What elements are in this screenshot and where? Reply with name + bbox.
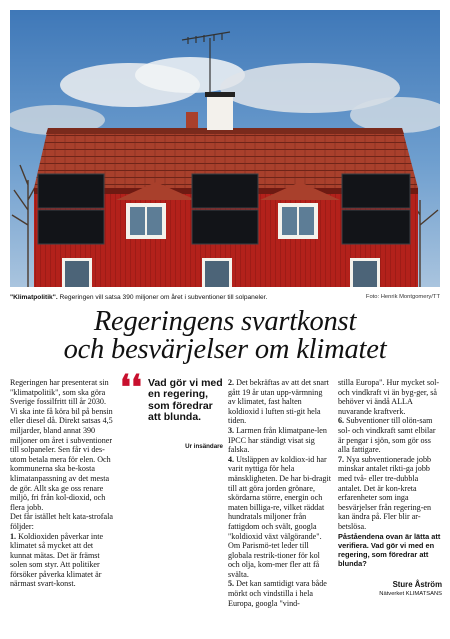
- list-number: 6.: [338, 416, 345, 426]
- headline-line-1: Regeringens svartkonst: [93, 306, 357, 337]
- author-signature: Sture Åström: [392, 579, 442, 589]
- article-column-3: [228, 378, 332, 608]
- caption-lead: "Klimatpolitik".: [10, 294, 58, 301]
- pull-quote-text: Vad gör vi med en regering, som föredrar att blunda.: [148, 377, 223, 424]
- body-paragraph: 7. Nya subventionerade jobb minskar antalet rikti-ga jobb med två- eller tre-dubbla antalet. Det är kon-kreta erfarenheter som inga besvärjelser från regering-en kan ändra på. Fler blir ar-betslösa.: [338, 454, 432, 531]
- body-paragraph: 3. Larmen från klimatpane-len IPCC har ständigt visat sig falska.: [228, 425, 327, 455]
- list-number: 7.: [338, 454, 345, 464]
- body-paragraph: Regeringen har presenterat sin "klimatpolitik", som ska göra Sverige fossilfritt till år 2030. Vi ska inte få köra bil på bensin eller diesel då. Direkt satsas 4,5 miljarder, bland annat 390 miljoner om året i subventioner till solpaneler. Sen får vi des-: [10, 378, 113, 455]
- list-number: 1.: [10, 531, 17, 541]
- photo-caption: [10, 291, 440, 303]
- body-paragraph: 1. Koldioxiden påverkar inte klimatet så mycket att det kunnat mätas. Det är främst solen som styr. Att politiker försöker påverka klimatet är närmast svart-konst.: [10, 531, 104, 589]
- list-number: 3.: [228, 425, 235, 435]
- caption-text: Regeringen vill satsa 390 miljoner om året i subventioner till solpaneler.: [57, 294, 268, 301]
- body-paragraph: 6. Subventioner till olön-sam sol- och vindkraft samt elbilar är pengar i sjön, som gör oss alla fattigare.: [338, 416, 436, 455]
- body-paragraph: 4. Utsläppen av koldiox-id har varit nyttiga för hela mänskligheten. De har bi-dragit till att göra jorden grönare, skördarna större, energin och maten billiga-re, vilket räddat hundratals miljoner från fattigdom och svält, googla "koldioxid växt välgörande". Om Parismö-tet leder till globala restrik-tioner för kol och olja, kom-mer fler att få svälta.: [228, 454, 331, 579]
- quote-mark-icon: ❛❛: [120, 370, 142, 407]
- photo-credit: Foto: Henrik Montgomery/TT: [365, 294, 440, 300]
- body-paragraph: 5. Det kan samtidigt vara både mörkt och vindstilla i hela Europa, googla "vind-: [228, 579, 327, 608]
- house-photo-illustration: [10, 10, 440, 287]
- headline: [10, 308, 440, 364]
- body-paragraph: Det får istället helt kata-strofala följder:: [10, 512, 113, 531]
- headline-line-2: och besvärjelser om klimatet: [63, 334, 387, 365]
- pull-quote: [120, 370, 223, 440]
- pull-quote-byline: Ur insändare: [185, 443, 223, 450]
- closing-question: Påståendena ovan är lätta att verifiera. Vad gör vi med en regering, som föredrar att blunda?: [338, 531, 441, 568]
- list-number: 5.: [228, 579, 235, 589]
- article-column-4: [338, 378, 442, 600]
- article-column-1: [10, 378, 114, 589]
- body-paragraph: stilla Europa". Hur mycket sol- och vindkraft vi än byg-ger, så behöver vi ändå ALLA nuvarande kraftverk.: [338, 378, 440, 416]
- article-column-2: [120, 370, 223, 452]
- body-paragraph: 2. Det bekräftas av att det snart gått 19 år utan upp-värmning av klimatet, fast halten koldioxid i luften sti-git hela tiden.: [228, 378, 329, 426]
- list-number: 4.: [228, 454, 235, 464]
- list-number: 2.: [228, 378, 235, 387]
- body-paragraph: utom betala mera för elen. Och kommunerna ska be-kosta klimatanpassning av det mesta de gör. Allt ska ge oss renare miljö, fri från kol-dioxid, och flera jobb.: [10, 454, 111, 512]
- article-photo: [10, 10, 440, 287]
- author-affiliation: Nätverket KLIMATSANS: [379, 591, 442, 598]
